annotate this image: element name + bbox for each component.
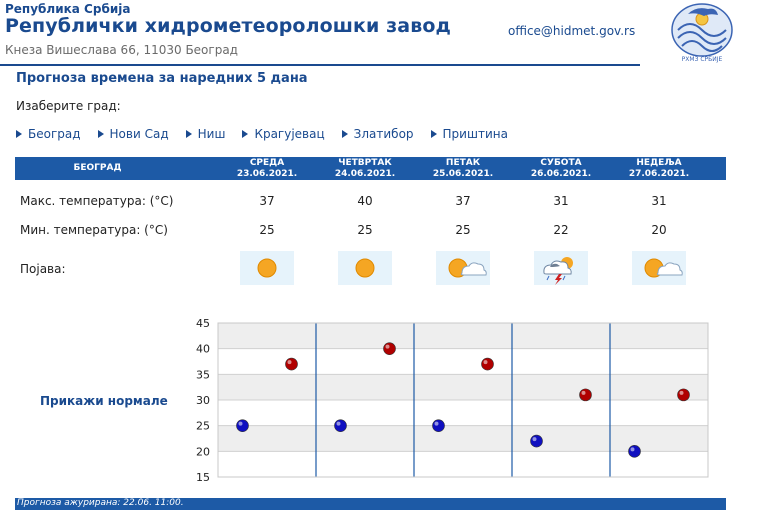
selected-city-heading: БЕОГРАД (73, 163, 122, 173)
arrow-right-icon (186, 130, 192, 138)
show-normals-link[interactable]: Прикажи нормале (40, 394, 168, 408)
city-link-novi-sad[interactable]: Нови Сад (98, 127, 169, 141)
sun-icon (240, 251, 294, 285)
max-temp-point (580, 389, 592, 401)
city-list (16, 127, 525, 141)
y-tick-label: 20 (196, 445, 210, 459)
max-temp-point (286, 358, 298, 370)
republic-label: Република Србија (5, 2, 131, 16)
grid-band (218, 451, 708, 477)
point-highlight (239, 422, 243, 426)
day-heading: ПЕТАК 25.06.2021. (432, 158, 494, 179)
min-temp-point (237, 420, 249, 432)
city-link-zlatibor[interactable]: Златибор (342, 127, 414, 141)
y-tick-label: 45 (196, 317, 210, 330)
min-temp-point (335, 420, 347, 432)
max-temp-value: 31 (651, 194, 667, 208)
max-temp-value: 40 (357, 194, 373, 208)
min-temp-value: 25 (259, 223, 275, 237)
point-highlight (582, 391, 586, 395)
y-tick-label: 25 (196, 419, 210, 433)
email-link[interactable]: office@hidmet.gov.rs (508, 24, 636, 38)
phenomenon-label: Појава: (20, 262, 66, 276)
sun-icon (338, 251, 392, 285)
min-temp-point (433, 420, 445, 432)
grid-band (218, 349, 708, 375)
rhmz-logo-icon[interactable] (666, 0, 738, 64)
grid-band (218, 426, 708, 452)
grid-band (218, 323, 708, 349)
min-temp-point (629, 445, 641, 457)
forecast-updated-bar (15, 498, 726, 510)
y-tick-label: 15 (196, 471, 210, 484)
point-highlight (631, 447, 635, 451)
point-highlight (386, 345, 390, 349)
point-highlight (484, 360, 488, 364)
day-heading: ЧЕТВРТАК 24.06.2021. (334, 158, 396, 179)
arrow-right-icon (342, 130, 348, 138)
max-temp-value: 37 (455, 194, 471, 208)
day-heading: СУБОТА 26.06.2021. (530, 158, 592, 179)
point-highlight (533, 437, 537, 441)
point-highlight (680, 391, 684, 395)
day-heading: СРЕДА 23.06.2021. (236, 158, 298, 179)
svg-text:РХМЗ СРБИЈЕ: РХМЗ СРБИЈЕ (681, 56, 723, 63)
max-temp-point (482, 358, 494, 370)
arrow-right-icon (431, 130, 437, 138)
y-tick-label: 30 (196, 394, 210, 407)
point-highlight (435, 422, 439, 426)
grid-band (218, 400, 708, 426)
max-temp-point (384, 343, 396, 355)
min-temp-value: 20 (651, 223, 667, 237)
forecast-title: Прогноза времена за наредних 5 дана (16, 71, 308, 86)
city-link-nis[interactable]: Ниш (186, 127, 226, 141)
min-temp-label: Мин. температура: (°C) (20, 223, 168, 237)
arrow-right-icon (242, 130, 248, 138)
y-tick-label: 40 (196, 342, 210, 356)
city-link-pristina[interactable]: Приштина (431, 127, 508, 141)
choose-city-label: Изаберите град: (16, 99, 121, 113)
max-temp-label: Макс. температура: (°C) (20, 194, 174, 208)
forecast-table-header (15, 157, 726, 180)
header-divider (0, 64, 640, 66)
city-link-kragujevac[interactable]: Крагујевац (242, 127, 324, 141)
point-highlight (288, 360, 292, 364)
min-temp-value: 22 (553, 223, 569, 237)
plot-border (218, 323, 708, 477)
y-tick-label: 35 (196, 368, 210, 382)
site-header (0, 0, 765, 70)
thunderstorm-icon (534, 251, 588, 285)
grid-band (218, 374, 708, 400)
address: Кнеза Вишеслава 66, 11030 Београд (5, 43, 238, 57)
day-heading: НЕДЕЉА 27.06.2021. (628, 158, 690, 179)
institute-title[interactable]: Републички хидрометеоролошки завод (5, 15, 451, 37)
min-temp-value: 25 (357, 223, 373, 237)
sun-cloud-icon (436, 251, 490, 285)
max-temp-point (678, 389, 690, 401)
point-highlight (337, 422, 341, 426)
arrow-right-icon (16, 130, 22, 138)
max-temp-value: 31 (553, 194, 569, 208)
max-temp-value: 37 (259, 194, 275, 208)
sun-cloud-icon (632, 251, 686, 285)
forecast-updated-text: Прогноза ажурирана: 22.06. 11:00. (17, 498, 184, 508)
min-temp-value: 25 (455, 223, 471, 237)
min-temp-point (531, 435, 543, 447)
arrow-right-icon (98, 130, 104, 138)
city-link-beograd[interactable]: Београд (16, 127, 81, 141)
